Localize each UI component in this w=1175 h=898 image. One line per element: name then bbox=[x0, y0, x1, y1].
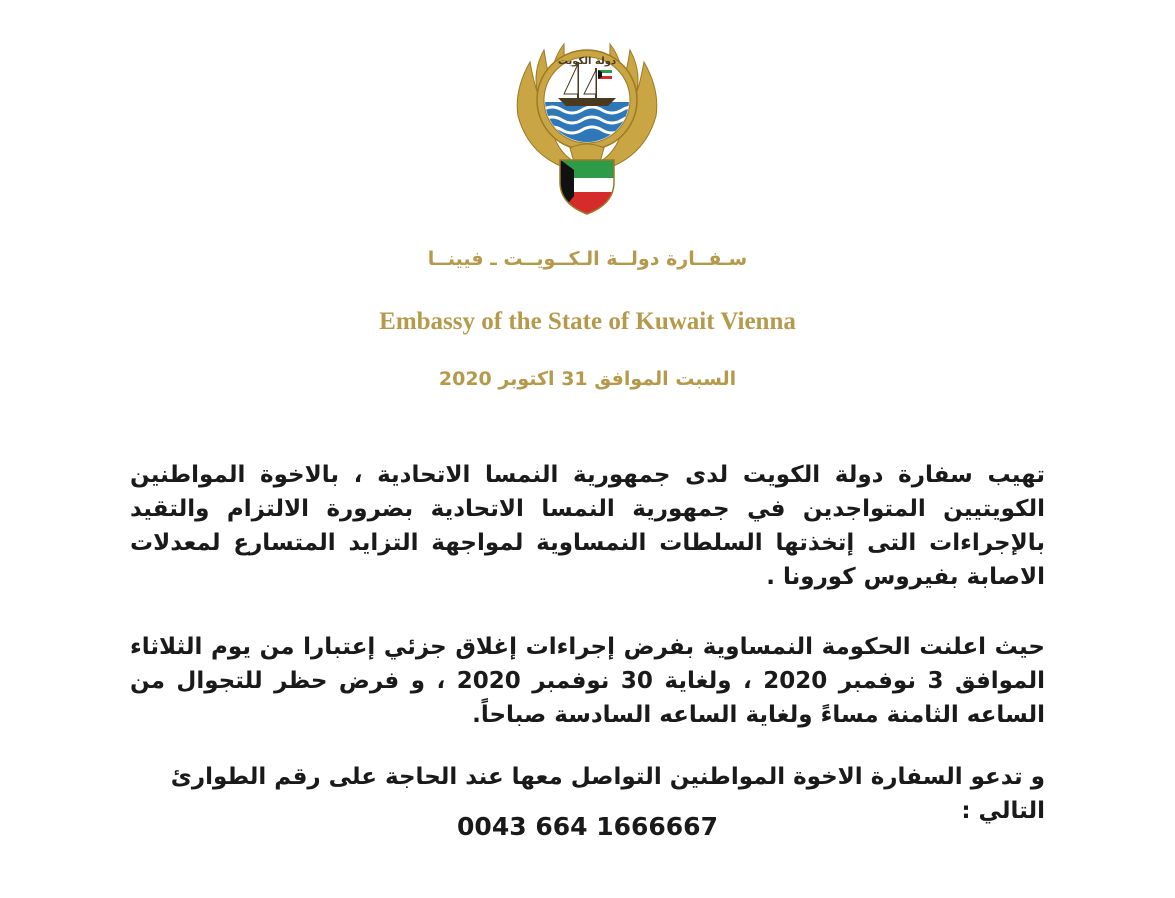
emergency-phone-number: 0043 664 1666667 bbox=[457, 812, 718, 841]
english-embassy-title: Embassy of the State of Kuwait Vienna bbox=[379, 308, 796, 335]
paragraph-advisory: تهيب سفارة دولة الكويت لدى جمهورية النمسا الاتحادية ، بالاخوة المواطنين الكويتيين المتواجدين في جمهورية النمسا الاتحادية بضرورة الالتزام والتقيد بالإجراءات التى إتخذتها السلطات النمساوية لمواجهة التزايد المتسارع لمعدلات الاصابة بفيروس كورونا . bbox=[130, 462, 1045, 590]
kuwait-emblem bbox=[508, 32, 666, 218]
flag-shield bbox=[558, 158, 618, 216]
document-date: السبت الموافق 31 اكتوبر 2020 bbox=[438, 368, 737, 390]
paragraph-contact: و تدعو السفارة الاخوة المواطنين التواصل معها عند الحاجة على رقم الطوارئ التالي : bbox=[170, 764, 1045, 824]
arabic-embassy-title: سـفــارة دولــة الـكــويــت ـ فيينــا bbox=[427, 248, 748, 270]
emblem-inscription: دولة الكويت bbox=[557, 56, 617, 67]
paragraph-lockdown: حيث اعلنت الحكومة النمساوية بفرض إجراءات إغلاق جزئي إعتبارا من يوم الثلاثاء الموافق 3 نوفمبر 2020 ، ولغاية 30 نوفمبر 2020 ، و فرض حظر للتجوال من الساعه الثامنة مساءً ولغاية الساعه السادسة صباحاً. bbox=[130, 634, 1045, 728]
